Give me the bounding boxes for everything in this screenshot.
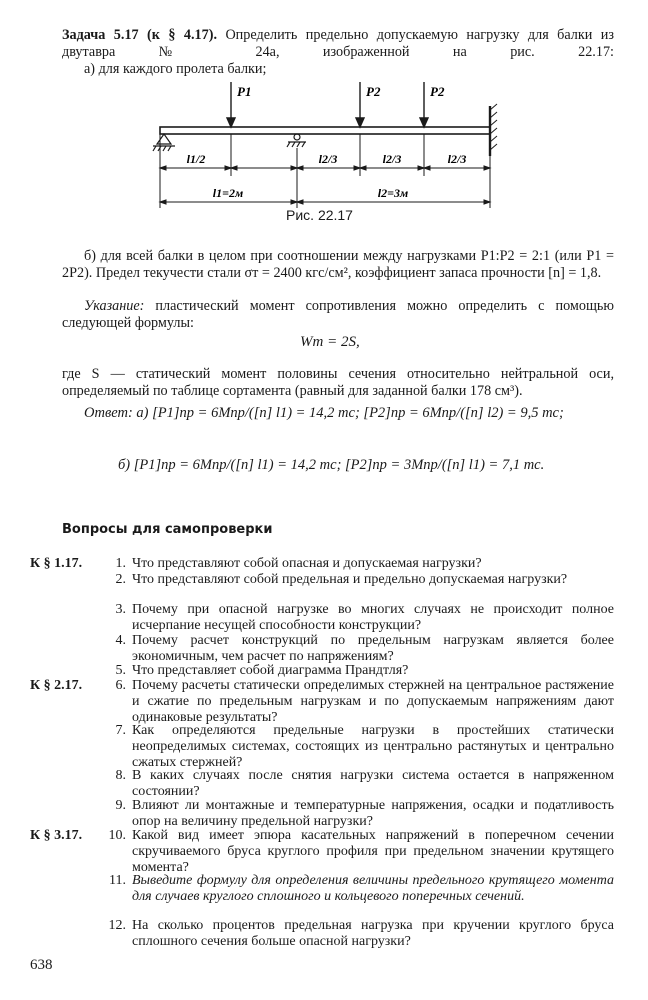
question-item [100, 723, 614, 771]
where-paragraph: где S — статический момент половины сечения относительно нейтральной оси, определяемый по таблице сортамента (равный для заданной балки 178 см³). [62, 366, 614, 399]
question-item [100, 633, 614, 665]
question-item [100, 828, 614, 876]
hint-label: Указание: [84, 298, 145, 314]
dim-l2: l2=3м [377, 186, 409, 200]
questions-title: Вопросы для самопроверки [62, 522, 273, 537]
question-text: Влияют ли монтажные и температурные напряжения, осадки и податливость опор на величину предельной нагрузки? [132, 798, 614, 829]
answer-b-p2: [P2]пр = 3Mпр/([n] l1) = 7,1 тс. [345, 457, 545, 473]
page-number: 638 [30, 957, 53, 973]
question-text: Что представляют собой опасная и допускаемая нагрузки? [132, 556, 482, 571]
question-item [100, 873, 614, 905]
load-p2-label: P2 [366, 84, 381, 99]
left-support [153, 134, 175, 151]
dim-l2-third-2: l2/3 [382, 152, 402, 166]
question-text: Почему расчет конструкций по предельным нагрузкам является более экономичным, чем расчет по напряжениям? [132, 633, 614, 664]
question-text: Почему при опасной нагрузке во многих случаях не происходит полное исчерпание несущей способности конструкции? [132, 602, 614, 633]
question-number: 4. [115, 633, 126, 648]
hint-paragraph [62, 298, 614, 332]
question-number: 11. [109, 873, 126, 888]
question-item [100, 572, 614, 588]
middle-support [287, 134, 306, 147]
question-text: Почему расчеты статически определимых стержней на центральное растяжение и сжатие по предельным нагрузкам и по допускаемым напряжениям дают одинаковые результаты? [132, 678, 614, 725]
part-b: б) для всей балки в целом при соотношении между нагрузками P1:P2 = 2:1 (или P1 = 2P2). Предел текучести стали σт = 2400 кгс/см², коэффициент запаса прочности [n] = 1,8. [62, 248, 614, 281]
question-number: 12. [108, 918, 126, 933]
question-number: 3. [115, 602, 126, 617]
problem-statement [62, 27, 614, 61]
question-number: 6. [115, 678, 126, 693]
dim-l2-third-3: l2/3 [447, 152, 467, 166]
question-number: 9. [115, 798, 126, 813]
question-number: 1. [115, 556, 126, 571]
question-item [100, 556, 614, 572]
question-item [100, 663, 614, 679]
answer-b-row: б) [P1]пр = 6Mпр/([n] l1) = 14,2 тс; [P2]пр = 3Mпр/([n] l1) = 7,1 тс. [118, 457, 545, 473]
question-text: Выведите формулу для определения величины предельного крутящего момента для случаев круглого сплошного и кольцевого поперечных сечений. [132, 873, 614, 904]
answer-a-row: Ответ: а) [P1]пр = 6Mпр/([n] l1) = 14,2 тс; [P2]пр = 6Mпр/([n] l2) = 9,5 тс; [84, 405, 564, 421]
problem-intro: Определить предельно допускаемую нагрузку для балки из двутавра № 24а, изображенной на рис. 22.17: [62, 27, 614, 60]
question-text: Что представляет собой диаграмма Прандтля? [132, 663, 409, 678]
section-ref: К § 2.17. [30, 678, 83, 693]
dim-l1-half: l1/2 [186, 152, 206, 166]
question-text: На сколько процентов предельная нагрузка при кручении круглого бруса сплошного сечения больше опасной нагрузки? [132, 918, 614, 949]
answer-a-p2: [P2]пр = 6Mпр/([n] l2) = 9,5 тс; [363, 405, 564, 421]
hint-text: пластический момент сопротивления можно определить с помощью следующей формулы: [62, 298, 614, 331]
answer-label: Ответ: [84, 405, 133, 421]
section-ref: К § 1.17. [30, 556, 83, 571]
question-number: 10. [108, 828, 126, 843]
problem-heading: Задача 5.17 (к § 4.17). [62, 27, 217, 43]
question-number: 2. [115, 572, 126, 587]
load-p1-label: P1 [237, 84, 252, 99]
figure-caption: Рис. 22.17 [286, 207, 353, 223]
question-text: Как определяются предельные нагрузки в простейших статически неопределимых системах, состоящих из центрально растянутых и центрально сжатых стержней? [132, 723, 614, 770]
answer-b-p1: [P1]пр = 6Mпр/([n] l1) = 14,2 тс; [133, 457, 342, 473]
question-text: В каких случаях после снятия нагрузки система остается в напряженном состоянии? [132, 768, 614, 799]
beam [160, 127, 490, 134]
load-p2b-label: P2 [430, 84, 445, 99]
question-item [100, 768, 614, 800]
answer-a-p1: [P1]пр = 6Mпр/([n] l1) = 14,2 тс; [152, 405, 360, 421]
plastic-moment-formula: Wт = 2S, [300, 334, 360, 350]
dim-l1: l1=2м [212, 186, 244, 200]
section-ref: К § 3.17. [30, 828, 83, 843]
part-a: а) для каждого пролета балки; [84, 61, 267, 77]
question-number: 7. [115, 723, 126, 738]
question-item [100, 678, 614, 726]
question-item [100, 602, 614, 634]
question-item [100, 918, 614, 950]
question-number: 8. [115, 768, 126, 783]
dim-l2-third-1: l2/3 [318, 152, 338, 166]
question-number: 5. [115, 663, 126, 678]
question-text: Какой вид имеет эпюра касательных напряжений в поперечном сечении скручиваемого бруса круглого профиля при предельном значении крутящего момента? [132, 828, 614, 875]
question-text: Что представляют собой предельная и предельно допускаемая нагрузки? [132, 572, 568, 587]
question-item [100, 798, 614, 830]
